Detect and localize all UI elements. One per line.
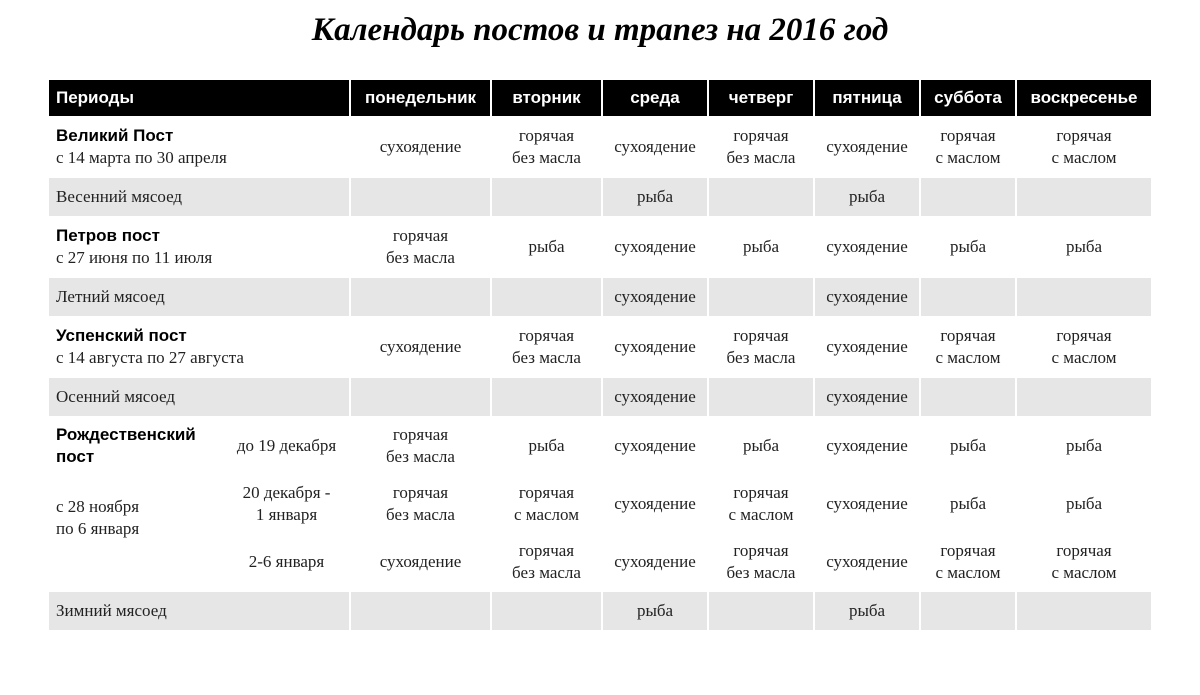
meal-cell-tuesday	[492, 378, 601, 416]
meal-cell-thursday: горячая без масла	[709, 118, 813, 176]
meal-cell-monday	[351, 178, 490, 216]
period-name-cell	[49, 318, 349, 376]
meal-cell-friday: сухоядение	[815, 476, 919, 532]
meal-cell-tuesday	[492, 278, 601, 316]
meal-cell-friday: сухоядение	[815, 278, 919, 316]
period-dates: с 14 августа по 27 августа	[56, 348, 244, 367]
meal-cell-sunday	[1017, 378, 1151, 416]
header-monday: понедельник	[351, 80, 490, 116]
meal-cell-thursday: рыба	[709, 218, 813, 276]
table-row	[49, 378, 1151, 416]
meal-cell-tuesday: горячая без масла	[492, 118, 601, 176]
meal-cell-tuesday	[492, 178, 601, 216]
period-name-cell: Летний мясоед	[49, 278, 349, 316]
period-title: Петров пост	[56, 226, 160, 245]
header-tuesday: вторник	[492, 80, 601, 116]
fasting-calendar-table	[47, 78, 1153, 632]
meal-cell-monday: сухоядение	[351, 534, 490, 590]
meal-cell-friday: сухоядение	[815, 218, 919, 276]
meal-cell-thursday: рыба	[709, 418, 813, 474]
meal-cell-tuesday	[492, 592, 601, 630]
meal-cell-wednesday: сухоядение	[603, 418, 707, 474]
subperiod-label: до 19 декабря	[224, 418, 349, 474]
meal-cell-friday: рыба	[815, 592, 919, 630]
meal-cell-monday: горячая без масла	[351, 218, 490, 276]
period-title: Рождественский пост	[56, 425, 196, 466]
table-row	[49, 218, 1151, 276]
meal-cell-tuesday: рыба	[492, 418, 601, 474]
meal-cell-saturday: рыба	[921, 218, 1015, 276]
meal-cell-thursday	[709, 378, 813, 416]
meal-cell-tuesday: горячая без масла	[492, 534, 601, 590]
meal-cell-friday: сухоядение	[815, 534, 919, 590]
meal-cell-monday	[351, 278, 490, 316]
header-row	[49, 80, 1151, 116]
period-dates: с 28 ноября по 6 января	[56, 497, 140, 538]
meal-cell-thursday	[709, 592, 813, 630]
meal-cell-wednesday: сухоядение	[603, 318, 707, 376]
table-row	[49, 318, 1151, 376]
table-row	[49, 118, 1151, 176]
meal-cell-sunday: горячая с маслом	[1017, 318, 1151, 376]
period-name-cell: Весенний мясоед	[49, 178, 349, 216]
period-name-cell: Осенний мясоед	[49, 378, 349, 416]
meal-cell-tuesday: горячая с маслом	[492, 476, 601, 532]
table-row	[49, 418, 1151, 474]
meal-cell-wednesday: сухоядение	[603, 476, 707, 532]
meal-cell-friday: сухоядение	[815, 118, 919, 176]
meal-cell-sunday	[1017, 592, 1151, 630]
meal-cell-monday: сухоядение	[351, 318, 490, 376]
meal-cell-friday: сухоядение	[815, 418, 919, 474]
meal-cell-sunday	[1017, 278, 1151, 316]
table-row	[49, 278, 1151, 316]
period-name-cell	[49, 418, 222, 590]
meal-cell-thursday: горячая без масла	[709, 534, 813, 590]
subperiod-label: 2-6 января	[224, 534, 349, 590]
meal-cell-friday: рыба	[815, 178, 919, 216]
period-name-cell	[49, 218, 349, 276]
table-row	[49, 178, 1151, 216]
meal-cell-saturday: рыба	[921, 418, 1015, 474]
meal-cell-saturday: горячая с маслом	[921, 118, 1015, 176]
meal-cell-monday: горячая без масла	[351, 476, 490, 532]
meal-cell-tuesday: горячая без масла	[492, 318, 601, 376]
subperiod-label: 20 декабря - 1 января	[224, 476, 349, 532]
meal-cell-sunday: рыба	[1017, 476, 1151, 532]
header-saturday: суббота	[921, 80, 1015, 116]
meal-cell-sunday: рыба	[1017, 218, 1151, 276]
meal-cell-wednesday: сухоядение	[603, 218, 707, 276]
meal-cell-friday: сухоядение	[815, 378, 919, 416]
meal-cell-sunday: горячая с маслом	[1017, 118, 1151, 176]
header-sunday: воскресенье	[1017, 80, 1151, 116]
table-row	[49, 592, 1151, 630]
page-title: Календарь постов и трапез на 2016 год	[311, 12, 889, 48]
meal-cell-wednesday: рыба	[603, 592, 707, 630]
meal-cell-monday	[351, 592, 490, 630]
header-wednesday: среда	[603, 80, 707, 116]
meal-cell-wednesday: сухоядение	[603, 118, 707, 176]
meal-cell-saturday	[921, 592, 1015, 630]
period-name-cell: Зимний мясоед	[49, 592, 349, 630]
meal-cell-sunday	[1017, 178, 1151, 216]
meal-cell-friday: сухоядение	[815, 318, 919, 376]
meal-cell-saturday: горячая с маслом	[921, 534, 1015, 590]
meal-cell-wednesday: сухоядение	[603, 534, 707, 590]
period-title: Великий Пост	[56, 126, 174, 145]
meal-cell-wednesday: сухоядение	[603, 278, 707, 316]
meal-cell-saturday	[921, 378, 1015, 416]
period-dates: с 14 марта по 30 апреля	[56, 148, 227, 167]
meal-cell-sunday: горячая с маслом	[1017, 534, 1151, 590]
meal-cell-thursday: горячая без масла	[709, 318, 813, 376]
meal-cell-thursday: горячая с маслом	[709, 476, 813, 532]
meal-cell-monday: горячая без масла	[351, 418, 490, 474]
period-dates: с 27 июня по 11 июля	[56, 248, 213, 267]
table-body	[49, 118, 1151, 630]
period-title: Успенский пост	[56, 326, 187, 345]
header-period: Периоды	[49, 80, 349, 116]
meal-cell-saturday: горячая с маслом	[921, 318, 1015, 376]
meal-cell-tuesday: рыба	[492, 218, 601, 276]
header-thursday: четверг	[709, 80, 813, 116]
header-friday: пятница	[815, 80, 919, 116]
meal-cell-sunday: рыба	[1017, 418, 1151, 474]
meal-cell-saturday	[921, 278, 1015, 316]
meal-cell-monday	[351, 378, 490, 416]
meal-cell-saturday: рыба	[921, 476, 1015, 532]
meal-cell-monday: сухоядение	[351, 118, 490, 176]
meal-cell-thursday	[709, 278, 813, 316]
meal-cell-wednesday: рыба	[603, 178, 707, 216]
period-name-cell	[49, 118, 349, 176]
meal-cell-saturday	[921, 178, 1015, 216]
meal-cell-wednesday: сухоядение	[603, 378, 707, 416]
meal-cell-thursday	[709, 178, 813, 216]
